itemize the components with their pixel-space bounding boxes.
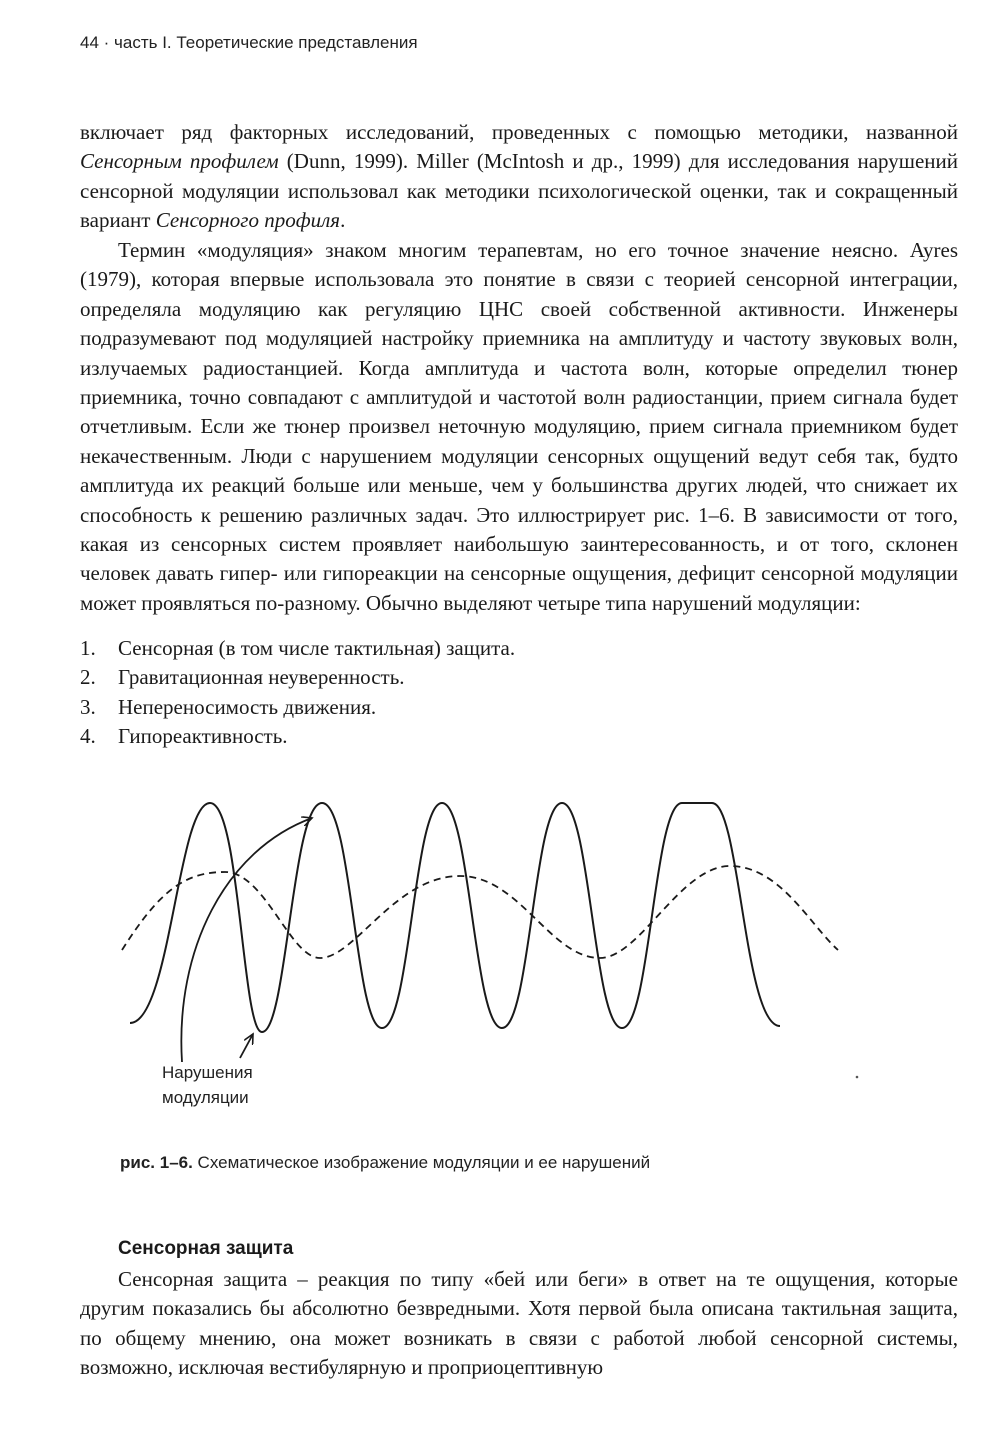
list-item-text: Гипореактивность. bbox=[118, 724, 288, 749]
header-separator: · bbox=[98, 33, 115, 52]
paragraph-1-text-c: . bbox=[340, 208, 346, 233]
modulation-diagram bbox=[0, 790, 1000, 1120]
paragraph-1-italic-b: Сенсорного профиля bbox=[155, 208, 341, 233]
list-item bbox=[80, 693, 958, 722]
part-title: часть I. Теоретические представления bbox=[114, 33, 418, 52]
paragraph-1 bbox=[80, 118, 958, 236]
list-item-number: 1. bbox=[80, 636, 96, 660]
paragraph-1-text-a: включает ряд факторных исследований, проведенных с помощью методики, названной bbox=[80, 120, 958, 144]
list-item-text: Сенсорная (в том числе тактильная) защита. bbox=[118, 636, 516, 660]
list-item-number: 3. bbox=[80, 694, 96, 719]
modulation-types-list bbox=[80, 634, 958, 752]
list-item-text: Гравитационная неуверенность. bbox=[118, 665, 405, 690]
low-amplitude-dashed-wave bbox=[122, 866, 838, 958]
running-head bbox=[80, 33, 418, 53]
stray-dot bbox=[856, 1076, 859, 1079]
paragraph-1-italic-a: Сенсорным профилем bbox=[80, 149, 279, 174]
disruption-arrow-upper bbox=[181, 818, 312, 1062]
figure-caption-label: рис. 1–6. bbox=[120, 1153, 193, 1172]
figure-caption-text: Схематическое изображение модуляции и ее нарушений bbox=[192, 1153, 651, 1172]
disruption-arrow-lower bbox=[240, 1034, 253, 1058]
section-heading: Сенсорная защита bbox=[118, 1238, 294, 1259]
paragraph-2: Термин «модуляция» знаком многим терапевтам, но его точное значение неясно. Ayres (1979), которая впервые использовала это понятие в связи с теорией сенсорной интеграции, определяла модуляцию как регуляцию ЦНС своей собственной активности. Инженеры подразумевают под модуляцией настройку приемника на амплитуду и частоту звуковых волн, излучаемых радиостанцией. Когда амплитуда и частота волн, которые определил тюнер приемника, точно совпадают с амплитудой и частотой волн радиостанции, прием сигнала будет отчетливым. Если же тюнер произвел неточную модуляцию, прием сигнала приемником будет некачественным. Люди с нарушением модуляции сенсорных ощущений ведут себя так, будто амплитуда их реакций больше или меньше, чем у большинства других людей, что снижает их способность к решению различных задач. Это иллюстрирует рис. 1–6. В зависимости от того, какая из сенсорных систем проявляет наибольшую заинтересованность, и от того, склонен человек давать гипер- или гипореакции на сенсорные ощущения, дефицит сенсорной модуляции может проявляться по-разному. Обычно выделяют четыре типа нарушений модуляции: bbox=[80, 238, 958, 615]
figure-annotation-line-2: модуляции bbox=[162, 1088, 249, 1107]
list-item-text: Непереносимость движения. bbox=[118, 694, 377, 719]
list-item bbox=[80, 634, 958, 663]
list-item bbox=[80, 722, 958, 751]
high-amplitude-wave bbox=[130, 803, 780, 1032]
list-item-number: 4. bbox=[80, 724, 96, 749]
list-item bbox=[80, 663, 958, 692]
figure-annotation bbox=[162, 1060, 302, 1110]
paragraph-1-text-b: (Dunn, 1999). Miller (McIntosh и др., 1999) для исследования нарушений сенсорной модуляции использовал как методики психологической оценки, так и сокращенный вариант bbox=[80, 149, 958, 233]
figure-caption bbox=[120, 1153, 650, 1173]
list-item-number: 2. bbox=[80, 665, 96, 690]
paragraph-3: Сенсорная защита – реакция по типу «бей или беги» в ответ на те ощущения, которые другим показались бы абсолютно безвредными. Хотя первой была описана тактильная защита, по общему мнению, она может возникать в связи с работой любой сенсорной системы, возможно, исключая вестибулярную и проприоцептивную bbox=[80, 1267, 958, 1380]
figure-annotation-line-1: Нарушения bbox=[162, 1063, 253, 1082]
page-number: 44 bbox=[80, 33, 99, 52]
